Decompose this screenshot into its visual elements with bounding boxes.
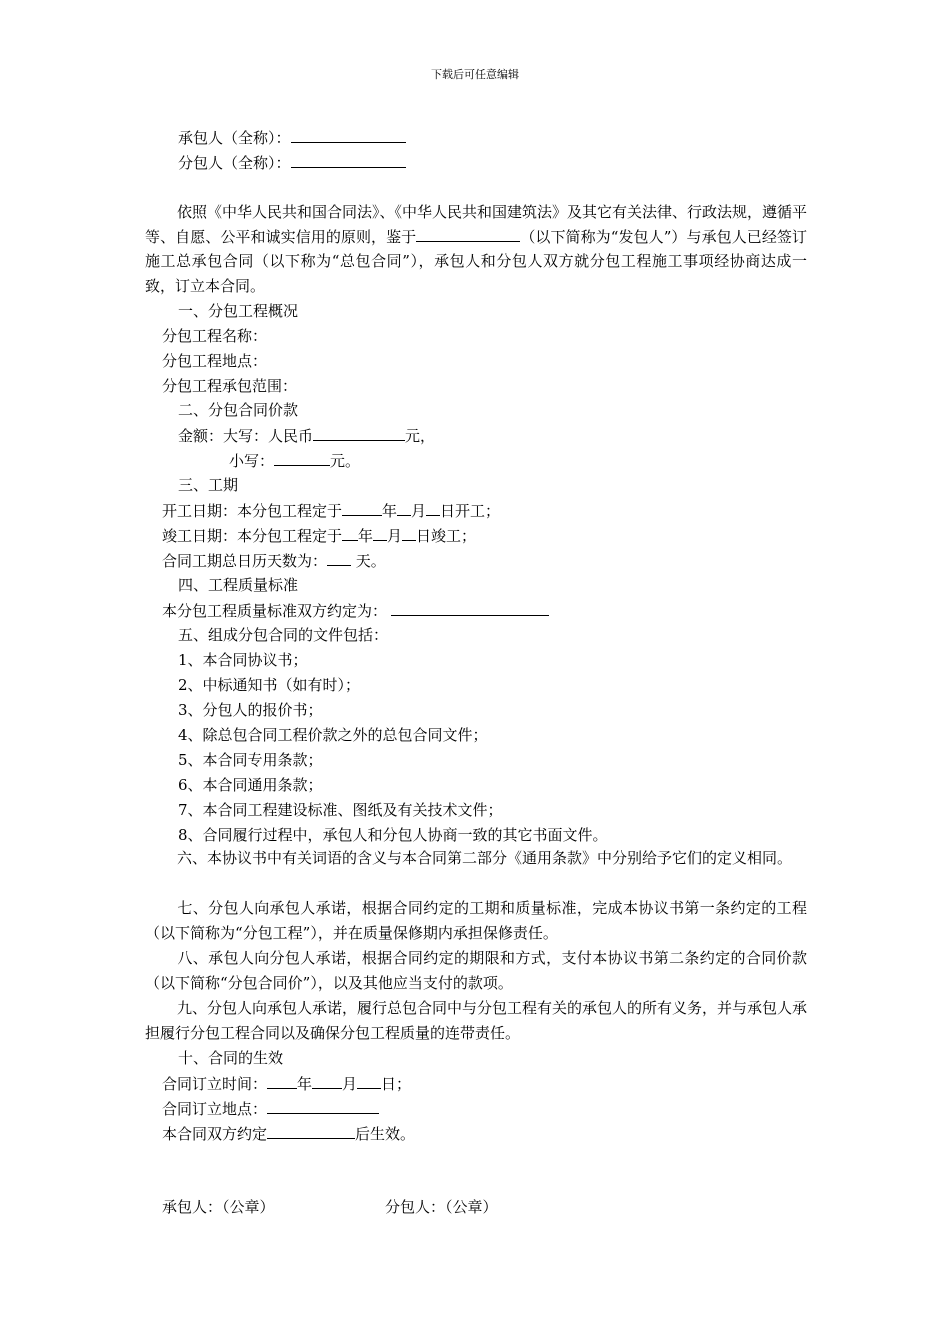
subcontractor-label: 分包人（全称）： (178, 154, 291, 172)
quality-standard-line (162, 601, 549, 620)
end-date-line (162, 526, 476, 545)
page-header: 下载后可任意编辑 (431, 68, 519, 81)
section6-paragraph (145, 846, 807, 871)
signing-day-blank (357, 1074, 381, 1089)
document-item-4: 4、除总包合同工程价款之外的总包合同文件； (178, 726, 488, 744)
total-days-line (162, 551, 386, 570)
document-item-1: 1、本合同协议书； (178, 651, 308, 669)
contractor-seal: 承包人：（公章） (162, 1198, 275, 1216)
contractor-label: 承包人（全称）： (178, 129, 291, 147)
total-days-blank (327, 551, 351, 566)
section7-paragraph (145, 896, 807, 945)
effective-line (162, 1124, 415, 1143)
section5-title: 五、组成分包合同的文件包括： (178, 626, 389, 644)
end-year-blank (342, 526, 358, 541)
amount-words-line (178, 426, 435, 445)
total-days-unit: 天。 (355, 552, 386, 570)
amount-figures-label: 小写： (229, 452, 275, 470)
section8-text: 八、承包人向分包人承诺，根据合同约定的期限和方式，支付本协议书第二条约定的合同价款（以下简称“分包合同价”），以及其他应当支付的款项。 (145, 949, 807, 992)
preamble-paragraph (145, 200, 807, 298)
signing-place-line (162, 1099, 379, 1118)
amount-words-label: 金额：大写：人民币 (178, 427, 314, 445)
signing-time-line (162, 1074, 411, 1093)
section6-text: 六、本协议书中有关词语的含义与本合同第二部分《通用条款》中分别给予它们的定义相同。 (177, 849, 793, 867)
section9-paragraph (145, 996, 807, 1045)
document-item-7: 7、本合同工程建设标准、图纸及有关技术文件； (178, 801, 503, 819)
document-item-5: 5、本合同专用条款； (178, 751, 323, 769)
end-date-label: 竣工日期：本分包工程定于 (162, 527, 343, 545)
effective-label: 本合同双方约定 (162, 1125, 268, 1143)
start-day-text: 日开工； (440, 502, 501, 520)
amount-words-yuan: 元， (405, 427, 436, 445)
signing-month-text: 月 (342, 1075, 358, 1093)
document-item-6: 6、本合同通用条款； (178, 776, 323, 794)
end-month-blank (373, 526, 387, 541)
signing-year-blank (267, 1074, 297, 1089)
preamble-part2: （以下简称为“发包人”）与承包人已经签订施工总承包合同（以下称为“总包合同”），承包人和分包人双方就分包工程施工事项经协商达成一致，订立本合同。 (145, 227, 807, 295)
section3-title: 三、工期 (178, 476, 239, 494)
section10-title: 十、合同的生效 (178, 1049, 284, 1067)
amount-words-blank (313, 426, 405, 441)
section9-text: 九、分包人向承包人承诺，履行总包合同中与分包工程有关的承包人的所有义务，并与承包人承担履行分包工程合同以及确保分包工程质量的连带责任。 (145, 999, 808, 1042)
start-date-line (162, 501, 500, 520)
subcontractor-line (178, 153, 406, 172)
signing-place-label: 合同订立地点： (162, 1100, 268, 1118)
document-item-2: 2、中标通知书（如有时）； (178, 676, 361, 694)
start-month-blank (397, 501, 411, 516)
start-month-text: 月 (411, 502, 427, 520)
employer-blank (416, 227, 520, 242)
section7-text: 七、分包人向承包人承诺，根据合同约定的工期和质量标准，完成本协议书第一条约定的工程（以下简称为“分包工程”），并在质量保修期内承担保修责任。 (145, 899, 807, 942)
quality-standard-label: 本分包工程质量标准双方约定为： (162, 602, 388, 620)
contractor-blank (291, 128, 406, 143)
subcontractor-seal: 分包人：（公章） (385, 1198, 498, 1216)
signing-year-text: 年 (297, 1075, 313, 1093)
start-year-text: 年 (382, 502, 398, 520)
contractor-line (178, 128, 406, 147)
preamble-part1: 依照《中华人民共和国合同法》、《中华人民共和国建筑法》及其它有关法律、行政法规，遵循平等、自愿、公平和诚实信用的原则，鉴于 (145, 203, 808, 246)
end-year-text: 年 (358, 527, 374, 545)
start-year-blank (342, 501, 382, 516)
signing-time-label: 合同订立时间： (162, 1075, 268, 1093)
end-day-text: 日竣工； (416, 527, 477, 545)
document-item-8: 8、合同履行过程中，承包人和分包人协商一致的其它书面文件。 (178, 826, 608, 844)
effective-blank (267, 1124, 355, 1139)
project-name-label: 分包工程名称： (162, 327, 268, 345)
end-day-blank (402, 526, 416, 541)
project-location-label: 分包工程地点： (162, 352, 268, 370)
end-month-text: 月 (387, 527, 403, 545)
signing-month-blank (312, 1074, 342, 1089)
start-date-label: 开工日期：本分包工程定于 (162, 502, 343, 520)
amount-figures-line (229, 451, 360, 470)
amount-figures-blank (274, 451, 330, 466)
total-days-label: 合同工期总日历天数为： (162, 552, 328, 570)
effective-suffix: 后生效。 (355, 1125, 416, 1143)
section8-paragraph (145, 946, 807, 995)
start-day-blank (426, 501, 440, 516)
document-item-3: 3、分包人的报价书； (178, 701, 323, 719)
signing-place-blank (267, 1099, 379, 1114)
section1-title: 一、分包工程概况 (178, 302, 299, 320)
subcontractor-blank (291, 153, 406, 168)
amount-figures-yuan: 元。 (330, 452, 361, 470)
project-scope-label: 分包工程承包范围： (162, 377, 298, 395)
section4-title: 四、工程质量标准 (178, 576, 299, 594)
section2-title: 二、分包合同价款 (178, 401, 299, 419)
signing-day-text: 日； (381, 1075, 412, 1093)
quality-standard-blank (391, 601, 549, 616)
